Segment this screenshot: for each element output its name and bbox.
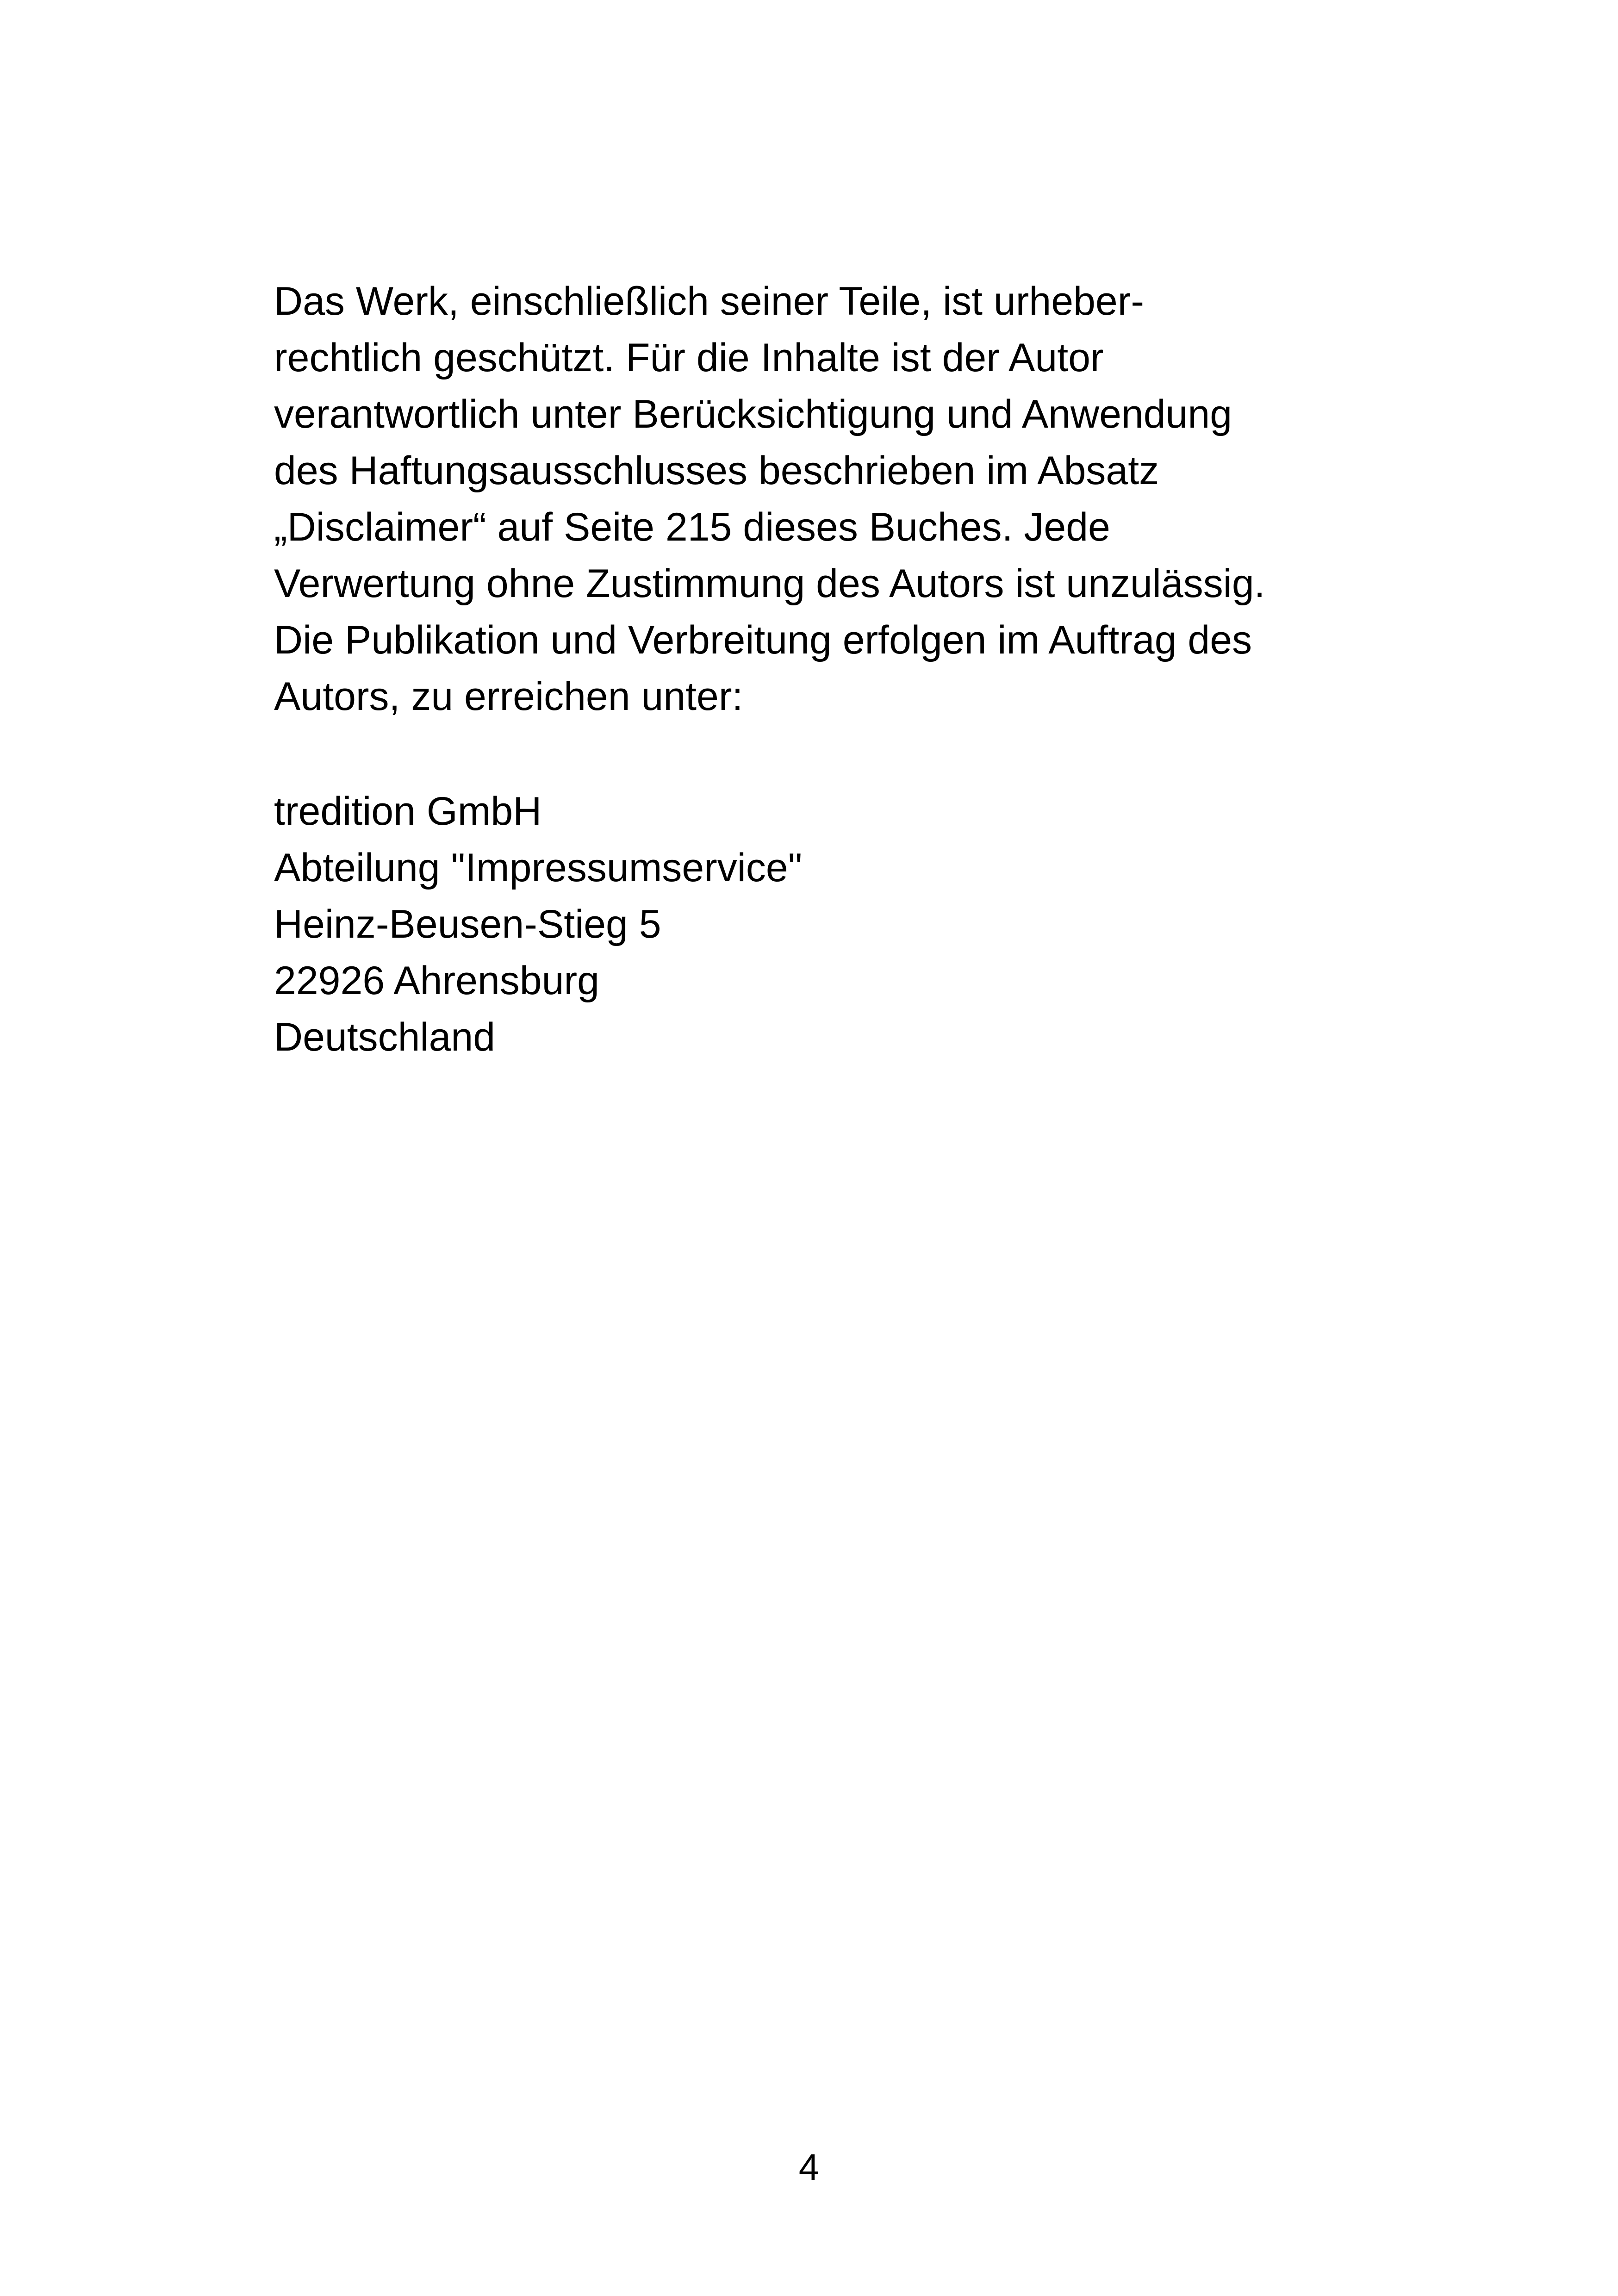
notice-line: des Haftungsausschlusses beschrieben im Absatz — [274, 448, 1159, 493]
notice-line: rechtlich geschützt. Für die Inhalte ist der Autor — [274, 336, 1104, 380]
notice-line: Das Werk, einschließlich seiner Teile, ist urheber- — [274, 279, 1144, 324]
notice-line: „Disclaimer“ auf Seite 215 dieses Buches. Jede — [274, 505, 1110, 549]
notice-line: Autors, zu erreichen unter: — [274, 674, 743, 719]
notice-line: Verwertung ohne Zustimmung des Autors ist unzulässig. — [274, 561, 1265, 606]
notice-line: verantwortlich unter Berücksichtigung und Anwendung — [274, 392, 1232, 436]
page-number: 4 — [798, 2147, 820, 2188]
address-department: Abteilung "Impressumservice" — [274, 846, 803, 890]
address-street: Heinz-Beusen-Stieg 5 — [274, 902, 661, 946]
publisher-address — [274, 783, 1385, 1065]
notice-line: Die Publikation und Verbreitung erfolgen im Auftrag des — [274, 618, 1252, 662]
address-country: Deutschland — [274, 1015, 496, 1059]
copyright-notice — [274, 273, 1385, 725]
address-company: tredition GmbH — [274, 789, 542, 834]
address-city: 22926 Ahrensburg — [274, 958, 599, 1003]
